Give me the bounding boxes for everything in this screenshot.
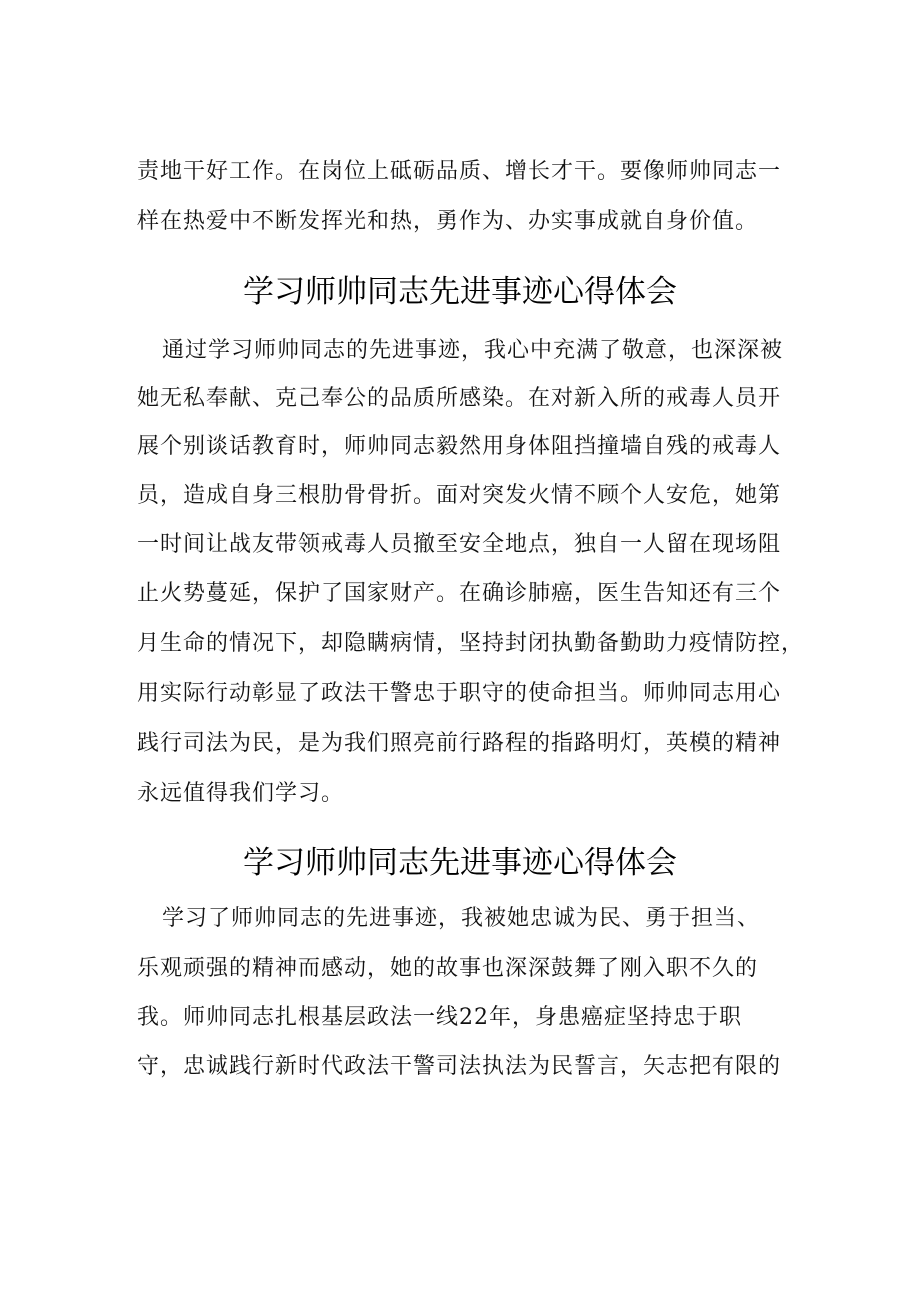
section-heading: 学习师帅同志先进事迹心得体会	[243, 274, 677, 310]
paragraph-line: 守，忠诚践行新时代政法干警司法执法为民誓言，矢志把有限的	[137, 1054, 782, 1079]
paragraph-line: 她无私奉献、克己奉公的品质所感染。在对新入所的戒毒人员开	[137, 386, 782, 411]
paragraph-line: 乐观顽强的精神而感动，她的故事也深深鼓舞了刚入职不久的	[137, 956, 759, 981]
paragraph-line: 样在热爱中不断发挥光和热，勇作为、办实事成就自身价值。	[137, 209, 759, 234]
section-heading: 学习师帅同志先进事迹心得体会	[243, 845, 677, 881]
paragraph-line: 用实际行动彰显了政法干警忠于职守的使命担当。师帅同志用心	[137, 681, 782, 706]
paragraph-line: 通过学习师帅同志的先进事迹，我心中充满了敬意，也深深被	[162, 338, 784, 363]
paragraph-line: 止火势蔓延，保护了国家财产。在确诊肺癌，医生告知还有三个	[137, 581, 782, 606]
paragraph-line: 学习了师帅同志的先进事迹，我被她忠诚为民、勇于担当、	[162, 906, 761, 931]
paragraph-line: 展个别谈话教育时，师帅同志毅然用身体阻挡撞墙自残的戒毒人	[137, 434, 782, 459]
paragraph-line: 践行司法为民，是为我们照亮前行路程的指路明灯，英模的精神	[137, 731, 782, 756]
paragraph-line: 我。师帅同志扎根基层政法一线22年，身患癌症坚持忠于职	[137, 1005, 742, 1030]
paragraph-line: 永远值得我们学习。	[137, 781, 345, 806]
paragraph-line: 员，造成自身三根肋骨骨折。面对突发火情不顾个人安危，她第	[137, 483, 782, 508]
paragraph-line: 月生命的情况下，却隐瞒病情，坚持封闭执勤备勤助力疫情防控，	[137, 631, 805, 656]
paragraph-line: 责地干好工作。在岗位上砥砺品质、增长才干。要像师帅同志一	[137, 159, 782, 184]
paragraph-line: 一时间让战友带领戒毒人员撤至安全地点，独自一人留在现场阻	[137, 532, 782, 557]
